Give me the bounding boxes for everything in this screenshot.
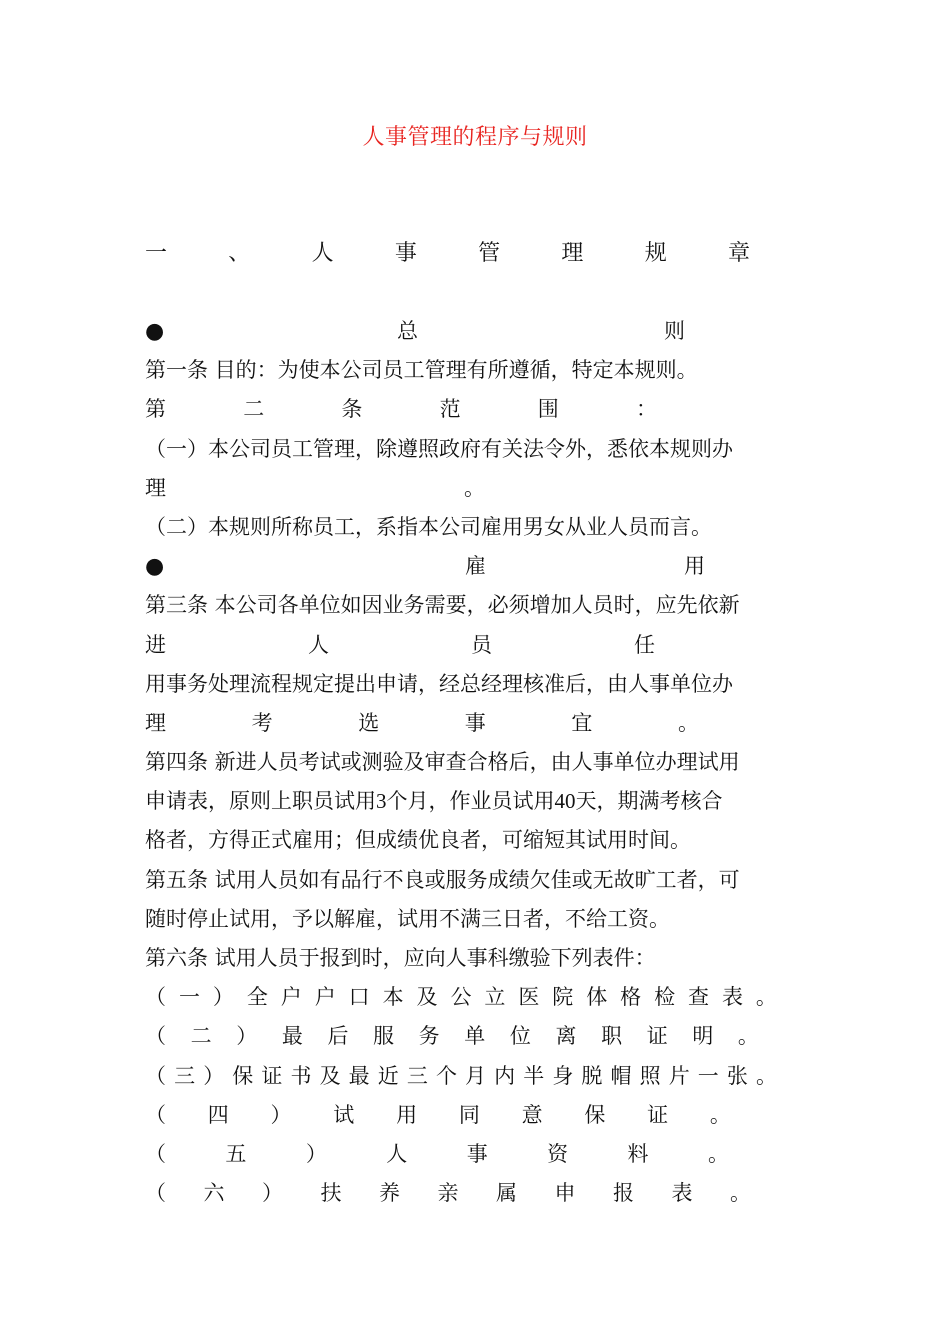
spaced-char: 脱 [581,1063,603,1088]
spaced-char: 报 [613,1181,634,1206]
spaced-char: 。 [709,1102,731,1127]
spaced-char: （ [145,1181,166,1206]
spaced-char: 一 [178,985,200,1010]
article-5-cont: 随时停止试用，予以解雇，试用不满三日者，不给工资。 [145,906,670,931]
section-heading [145,236,750,266]
heading-char: 一 [145,241,168,266]
article-2-item-2: （二）本规则所称员工，系指本公司雇用男女从业人员而言。 [145,514,712,539]
spaced-char: 最 [348,1063,370,1088]
spaced-char: 试 [333,1102,355,1127]
spaced-char: ） [236,1024,258,1049]
spaced-char: 表 [721,985,743,1010]
spaced-char: 证 [261,1063,283,1088]
section-char: 雇 [465,554,486,579]
spaced-char: 员 [471,632,492,657]
spaced-char: 理 [145,475,166,500]
spaced-char: 表 [671,1181,693,1206]
spaced-char: 张 [726,1063,748,1088]
article-2-item-1: （一）本公司员工管理，除遵照政府有关法令外，悉依本规则办 [145,436,733,461]
spaced-char: ： [635,397,657,422]
spaced-char: 单 [464,1024,486,1049]
spaced-char: 服 [373,1024,395,1049]
spaced-char: 医 [518,985,540,1010]
spaced-char: 照 [639,1063,661,1088]
list-item-6 [145,1174,807,1213]
spaced-char: 。 [755,1063,777,1088]
section-general [145,312,807,351]
article-4-cont-1: 申请表，原则上职员试用3个月，作业员试用40天，期满考核合 [145,789,723,814]
list-item-2 [145,1017,807,1056]
spaced-char: 。 [737,1024,759,1049]
spaced-char: 户 [314,985,336,1010]
spaced-char: （ [145,1141,166,1166]
article-3-cont-2: 用事务处理流程规定提出申请，经总经理核准后，由人事单位办 [145,671,733,696]
spaced-char: 条 [341,397,363,422]
document-title: 人事管理的程序与规则 [362,125,588,150]
heading-char: 管 [478,241,501,266]
spaced-char: ） [203,1063,225,1088]
spaced-char: 证 [647,1102,669,1127]
spaced-char: 一 [697,1063,719,1088]
spaced-char: 事 [466,1141,488,1166]
article-3-cont-3 [145,704,807,743]
spaced-char: 内 [494,1063,516,1088]
spaced-char: 围 [537,397,559,422]
spaced-char: 宜 [571,710,593,735]
list-item-1 [145,978,807,1017]
list-item-4 [145,1096,807,1135]
heading-char: 理 [561,241,584,266]
spaced-char: 明 [692,1024,714,1049]
spaced-char: ） [270,1102,292,1127]
article-1: 第一条 目的：为使本公司员工管理有所遵循，特定本规则。 [145,358,698,383]
spaced-char: 资 [547,1141,569,1166]
heading-char: 人 [311,241,334,266]
spaced-char: 四 [207,1102,229,1127]
spaced-char: 证 [646,1024,668,1049]
list-item-3 [145,1057,807,1096]
document-body [145,312,807,1213]
spaced-char: 及 [416,985,438,1010]
spaced-char: 院 [552,985,574,1010]
spaced-char: 二 [190,1024,212,1049]
spaced-char: 户 [280,985,302,1010]
spaced-char: 。 [464,475,485,500]
heading-char: 章 [727,241,750,266]
spaced-char: 申 [554,1181,576,1206]
spaced-char: 离 [555,1024,577,1049]
article-5: 第五条 试用人员如有品行不良或服务成绩欠佳或无故旷工者，可 [145,867,740,892]
spaced-char: 二 [243,397,265,422]
spaced-char: （ [145,985,166,1010]
heading-char: 、 [228,241,251,266]
spaced-char: 三 [174,1063,196,1088]
spaced-char: 职 [601,1024,623,1049]
spaced-char: 体 [586,985,608,1010]
spaced-char: ） [212,985,234,1010]
spaced-char: 书 [290,1063,312,1088]
list-item-5 [145,1135,807,1174]
spaced-char: 本 [382,985,404,1010]
section-title-employment [465,547,807,586]
spaced-char: 个 [435,1063,457,1088]
spaced-char: 查 [688,985,709,1010]
spaced-char: 口 [348,985,370,1010]
spaced-char: 身 [552,1063,574,1088]
spaced-char: 。 [707,1141,729,1166]
spaced-char: 料 [627,1141,649,1166]
spaced-char: 意 [521,1102,543,1127]
bullet-icon: ● [145,319,165,344]
spaced-char: 最 [281,1024,303,1049]
spaced-char: 立 [484,985,506,1010]
spaced-char: 全 [246,985,268,1010]
spaced-char: 后 [327,1024,349,1049]
article-6: 第六条 试用人员于报到时，应向人事科缴验下列表件： [145,946,656,970]
spaced-char: 。 [730,1181,751,1206]
article-4-cont-2: 格者，方得正式雇用；但成绩优良者，可缩短其试用时间。 [145,828,691,853]
spaced-char: 亲 [437,1181,459,1206]
spaced-char: 位 [509,1024,531,1049]
spaced-char: 五 [225,1141,247,1166]
section-employment [145,547,807,586]
section-title-general [397,312,807,351]
section-char: 总 [397,319,418,343]
article-4: 第四条 新进人员考试或测验及审查合格后，由人事单位办理试用 [145,750,740,775]
spaced-char: 及 [319,1063,341,1088]
spaced-char: 近 [377,1063,399,1088]
spaced-char: （ [145,1102,166,1127]
spaced-char: 人 [308,632,329,657]
spaced-char: 保 [232,1063,254,1088]
heading-char: 规 [644,241,667,266]
article-2-heading [145,390,807,429]
spaced-char: 保 [584,1102,606,1127]
section-char: 用 [684,554,705,579]
spaced-char: 务 [418,1024,440,1049]
spaced-char: 进 [145,632,166,657]
spaced-char: 事 [464,710,486,735]
spaced-char: 格 [620,985,642,1010]
spaced-char: 检 [654,985,676,1010]
spaced-char: 月 [465,1063,487,1088]
spaced-char: 任 [634,632,655,657]
spaced-char: ） [305,1141,327,1166]
spaced-char: （ [145,1063,166,1088]
article-3-cont-1 [145,626,807,665]
spaced-char: 。 [755,985,777,1010]
spaced-char: 三 [406,1063,428,1088]
article-3: 第三条 本公司各单位如因业务需要，必须增加人员时，应先依新 [145,593,740,618]
spaced-char: 理 [145,710,166,735]
spaced-char: 选 [358,710,380,735]
section-char: 则 [664,319,685,343]
spaced-char: 人 [386,1141,408,1166]
spaced-char: 同 [458,1102,480,1127]
heading-char: 事 [394,241,417,266]
spaced-char: 养 [379,1181,400,1206]
spaced-char: （ [145,1024,166,1049]
spaced-char: 片 [668,1063,690,1088]
spaced-char: 。 [677,710,699,735]
spaced-char: ） [262,1181,283,1206]
spaced-char: 扶 [320,1181,342,1206]
spaced-char: 帽 [610,1063,632,1088]
spaced-char: 考 [251,710,273,735]
spaced-char: 属 [496,1181,517,1206]
spaced-char: 范 [439,397,461,422]
spaced-char: 半 [523,1063,545,1088]
spaced-char: 第 [145,397,166,422]
spaced-char: 公 [450,985,472,1010]
bullet-icon: ● [145,554,165,580]
spaced-char: 用 [396,1102,418,1127]
spaced-char: 六 [203,1181,225,1206]
article-2-item-1-cont [145,469,807,508]
